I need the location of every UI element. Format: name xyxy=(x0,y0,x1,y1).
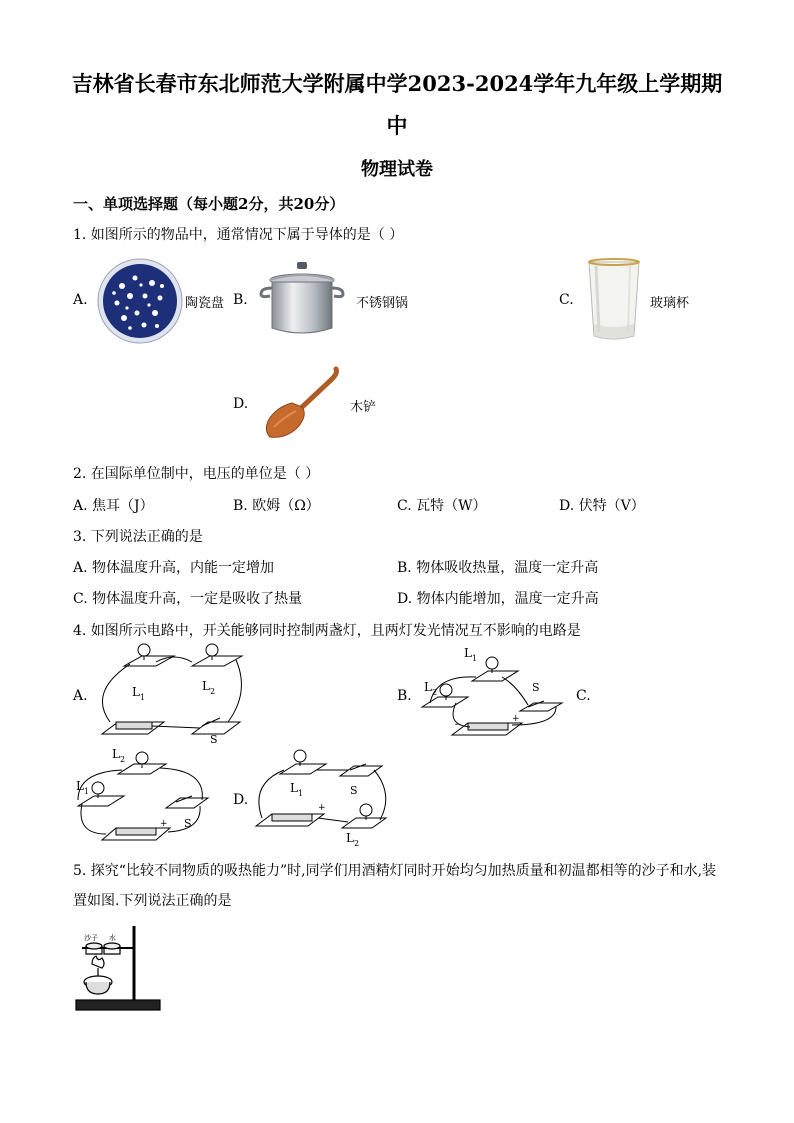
q2-option-b: B. 欧姆（Ω） xyxy=(233,498,320,514)
svg-text:2: 2 xyxy=(432,688,438,697)
svg-text:1: 1 xyxy=(472,654,478,663)
svg-text:S: S xyxy=(184,817,192,830)
circuit-diagram-c xyxy=(72,748,212,850)
svg-text:L: L xyxy=(290,781,298,795)
svg-text:水: 水 xyxy=(109,934,116,942)
q4-option-c-letter: C. xyxy=(576,688,591,704)
q4-option-a-letter: A. xyxy=(73,688,88,704)
svg-text:L: L xyxy=(346,831,354,845)
q1-stem: 1. 如图所示的物品中，通常情况下属于导体的是（ ） xyxy=(73,227,404,243)
q2-option-c: C. 瓦特（W） xyxy=(397,498,487,514)
q1-option-c-label: 玻璃杯 xyxy=(650,296,690,311)
svg-text:+: + xyxy=(160,819,168,829)
svg-text:2: 2 xyxy=(210,687,216,696)
svg-text:L: L xyxy=(112,748,120,761)
q2-option-a: A. 焦耳（J） xyxy=(73,498,154,514)
q4-stem: 4. 如图所示电路中，开关能够同时控制两盏灯，且两灯发光情况互不影响的电路是 xyxy=(73,623,581,639)
svg-text:1: 1 xyxy=(298,789,304,798)
q3-stem: 3. 下列说法正确的是 xyxy=(73,529,203,545)
svg-text:S: S xyxy=(210,733,218,744)
svg-text:2: 2 xyxy=(354,839,360,848)
circuit-diagram-b xyxy=(416,645,566,745)
q5-stem-line1: 5. 探究“比较不同物质的吸热能力”时,同学们用酒精灯同时开始均匀加热质量和初温都相等的沙子和水,装 xyxy=(73,863,717,879)
section-heading: 一、单项选择题（每小题2分，共20分） xyxy=(73,195,345,213)
q4-option-d-letter: D. xyxy=(233,792,249,808)
steel-pot-icon xyxy=(255,258,350,338)
svg-text:L: L xyxy=(132,685,140,699)
q1-option-a-letter: A. xyxy=(73,292,88,308)
svg-text:沙子: 沙子 xyxy=(84,934,98,942)
q1-option-a-label: 陶瓷盘 xyxy=(185,296,225,311)
q1-option-b-letter: B. xyxy=(233,292,248,308)
svg-text:L: L xyxy=(76,779,84,793)
svg-text:L: L xyxy=(464,646,472,660)
svg-text:1: 1 xyxy=(84,787,90,796)
svg-text:+: + xyxy=(512,714,520,724)
q1-option-d-letter: D. xyxy=(233,396,249,412)
q4-option-b-letter: B. xyxy=(397,688,412,704)
q1-option-b-label: 不锈钢锅 xyxy=(356,296,409,311)
ceramic-plate-icon xyxy=(97,258,183,344)
svg-text:L: L xyxy=(424,680,432,694)
q3-option-a: A. 物体温度升高，内能一定增加 xyxy=(73,560,275,576)
q2-stem: 2. 在国际单位制中，电压的单位是（ ） xyxy=(73,466,320,482)
exam-subtitle: 物理试卷 xyxy=(361,159,433,180)
circuit-diagram-d xyxy=(254,744,394,850)
svg-text:L: L xyxy=(202,679,210,693)
svg-text:1: 1 xyxy=(140,693,146,702)
svg-text:S: S xyxy=(532,681,540,694)
q3-option-b: B. 物体吸收热量，温度一定升高 xyxy=(397,560,599,576)
circuit-diagram-a xyxy=(92,642,252,744)
exam-title-line1: 吉林省长春市东北师范大学附属中学2023-2024学年九年级上学期期 xyxy=(71,71,723,96)
svg-text:−: − xyxy=(454,720,462,730)
q5-stem-line2: 置如图.下列说法正确的是 xyxy=(73,893,232,909)
wooden-spatula-icon xyxy=(262,365,340,441)
q2-option-d: D. 伏特（V） xyxy=(559,498,645,514)
q3-option-c: C. 物体温度升高，一定是吸收了热量 xyxy=(73,591,303,607)
q3-option-d: D. 物体内能增加，温度一定升高 xyxy=(397,591,599,607)
svg-text:S: S xyxy=(350,784,358,797)
q1-option-c-letter: C. xyxy=(559,292,574,308)
glass-cup-icon xyxy=(586,258,642,342)
heating-apparatus-icon xyxy=(72,922,164,1014)
svg-text:+: + xyxy=(318,803,326,813)
exam-title-line2: 中 xyxy=(386,113,408,138)
svg-text:2: 2 xyxy=(120,755,126,764)
q1-option-d-label: 木铲 xyxy=(350,400,377,415)
